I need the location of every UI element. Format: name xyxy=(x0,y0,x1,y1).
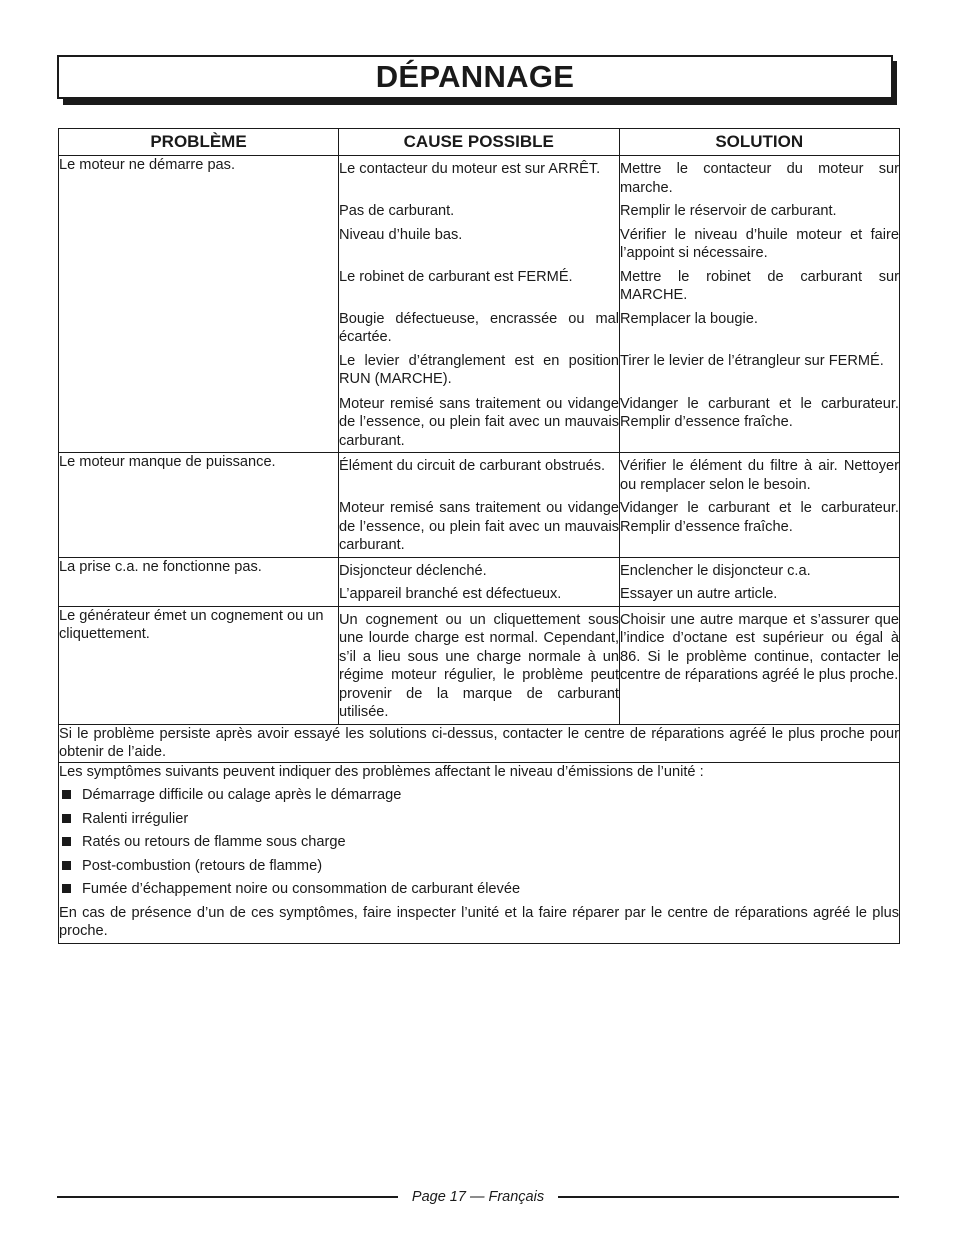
problem-cell: Le moteur ne démarre pas. xyxy=(59,156,339,453)
square-bullet-icon xyxy=(62,790,71,799)
table-row xyxy=(59,557,900,606)
footer-rule-right xyxy=(558,1196,899,1198)
square-bullet-icon xyxy=(62,837,71,846)
cause-text: Le contacteur du moteur est sur ARRÊT. xyxy=(339,161,601,177)
table-header-row xyxy=(59,129,900,156)
cause-text: Pas de carburant. xyxy=(339,203,455,219)
solution-text: Mettre le robinet de carburant sur MARCHE. xyxy=(620,268,899,303)
emissions-row xyxy=(59,762,900,943)
table-row xyxy=(59,453,900,558)
header-problem: PROBLÈME xyxy=(59,129,339,156)
cause-text: Moteur remisé sans traitement ou vidange de l’essence, ou plein fait avec un mauvais carburant. xyxy=(339,500,619,553)
cause-text: Le robinet de carburant est FERMÉ. xyxy=(339,268,573,285)
solution-text: Remplacer la bougie. xyxy=(620,310,758,327)
solution-text: Mettre le contacteur du moteur sur marche. xyxy=(620,161,899,196)
solution-text: Essayer un autre article. xyxy=(620,586,778,602)
cause-text: L’appareil branché est défectueux. xyxy=(339,586,562,602)
table-row xyxy=(59,156,900,453)
page-number: Page 17 — Français xyxy=(411,1189,545,1205)
square-bullet-icon xyxy=(62,884,71,893)
solution-text: Choisir une autre marque et s’assurer que l’indice d’octane est supérieur ou égal à 86. Si le problème continue, contacter le centre de réparations agréé le plus proche. xyxy=(620,611,899,683)
cause-text: Le levier d’étranglement est en position RUN (MARCHE). xyxy=(339,352,619,387)
list-item: Post-combustion (retours de flamme) xyxy=(59,857,899,876)
solution-text: Vidanger le carburant et le carburateur. Remplir d’essence fraîche. xyxy=(620,395,899,430)
cause-text: Moteur remisé sans traitement ou vidange de l’essence, ou plein fait avec un mauvais carburant. xyxy=(339,395,619,449)
problem-cell: La prise c.a. ne fonctionne pas. xyxy=(59,557,339,606)
troubleshooting-table xyxy=(58,128,900,944)
header-cause: CAUSE POSSIBLE xyxy=(403,131,554,151)
list-item: Ratés ou retours de flamme sous charge xyxy=(59,833,899,852)
persist-note-row xyxy=(59,724,900,762)
header-solution: SOLUTION xyxy=(619,129,900,155)
square-bullet-icon xyxy=(62,861,71,870)
list-item: Démarrage difficile ou calage après le démarrage xyxy=(59,786,899,805)
cause-text: Niveau d’huile bas. xyxy=(339,226,463,243)
persist-note: Si le problème persiste après avoir essayé les solutions ci-dessus, contacter le centre de réparations agréé le plus proche pour obtenir de l’aide. xyxy=(59,725,899,760)
table-row xyxy=(59,606,900,724)
solution-text: Vérifier le élément du filtre à air. Nettoyer ou remplacer selon le besoin. xyxy=(620,458,899,493)
emissions-intro: Les symptômes suivants peuvent indiquer des problèmes affectant le niveau d’émissions de l’unité : xyxy=(59,763,704,780)
solution-text: Vidanger le carburant et le carburateur. Remplir d’essence fraîche. xyxy=(620,500,899,535)
solution-text: Tirer le levier de l’étrangleur sur FERMÉ. xyxy=(620,352,884,369)
page-footer xyxy=(57,1186,899,1208)
cause-text: Disjoncteur déclenché. xyxy=(339,562,487,579)
square-bullet-icon xyxy=(62,814,71,823)
list-item: Ralenti irrégulier xyxy=(59,810,899,829)
solution-text: Remplir le réservoir de carburant. xyxy=(620,203,837,219)
title-box xyxy=(57,55,893,99)
page-title-banner xyxy=(57,55,897,105)
cause-text: Bougie défectueuse, encrassée ou mal écartée. xyxy=(339,310,619,345)
solution-text: Vérifier le niveau d’huile moteur et faire l’appoint si nécessaire. xyxy=(620,226,899,261)
list-item: Fumée d’échappement noire ou consommation de carburant élevée xyxy=(59,880,899,899)
emissions-outro: En cas de présence d’un de ces symptômes, faire inspecter l’unité et la faire réparer par le centre de réparations agréé le plus proche. xyxy=(59,904,899,939)
footer-rule-left xyxy=(57,1196,398,1198)
page-title: DÉPANNAGE xyxy=(375,59,575,94)
problem-cell: Le générateur émet un cognement ou un cliquettement. xyxy=(59,606,339,724)
cause-text: Élément du circuit de carburant obstrués. xyxy=(339,458,606,474)
solution-text: Enclencher le disjoncteur c.a. xyxy=(620,562,811,579)
problem-cell: Le moteur manque de puissance. xyxy=(59,453,339,558)
cause-text: Un cognement ou un cliquettement sous une lourde charge est normal. Cependant, s’il a lieu sous une charge normale à un régime moteur régulier, le problème peut provenir de la marque de carburant utilisée. xyxy=(339,611,619,720)
